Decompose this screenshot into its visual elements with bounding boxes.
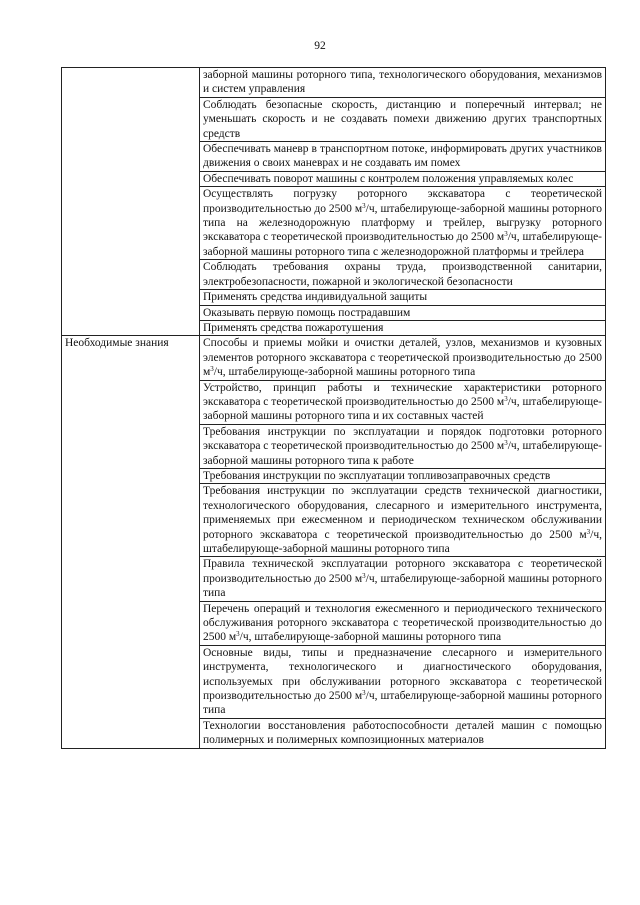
requirement-item: Применять средства индивидуальной защиты [200, 290, 606, 305]
requirement-item: Основные виды, типы и предназначение слесарного и измерительного инструмента, технологического и диагностического оборудования, используемых при обслуживании роторного экскаватора с теоретической производительностью до 2500 $м^3/ч$, штабелирующе-заборной машины роторного типа [200, 645, 606, 718]
requirement-item: Способы и приемы мойки и очистки деталей, узлов, механизмов и кузовных элементов роторного экскаватора с теоретической производительностью до 2500 $м^3/ч$, штабелирующе-заборной машины роторного типа [200, 336, 606, 380]
requirement-item: Обеспечивать маневр в транспортном потоке, информировать других участников движения о своих маневрах и не создавать им помех [200, 142, 606, 172]
page-number: 92 [314, 40, 326, 52]
requirement-item: Требования инструкции по эксплуатации и порядок подготовки роторного экскаватора с теоретической производительностью до 2500 $м^3/ч$, штабелирующе-заборной машины роторного типа к работе [200, 424, 606, 468]
table-row [62, 336, 606, 380]
requirement-item: Применять средства пожаротушения [200, 320, 606, 335]
requirement-item: Правила технической эксплуатации роторного экскаватора с теоретической производительностью до 2500 $м^3/ч$, штабелирующе-заборной машины роторного типа [200, 557, 606, 601]
requirement-item: Оказывать первую помощь пострадавшим [200, 305, 606, 320]
requirement-item: заборной машины роторного типа, технологического оборудования, механизмов и систем управления [200, 68, 606, 98]
requirement-item: Соблюдать требования охраны труда, производственной санитарии, электробезопасности, пожарной и экологической безопасности [200, 260, 606, 290]
requirement-item: Осуществлять погрузку роторного экскаватора с теоретической производительностью до 2500 $м^3/ч$, штабелирующе-заборной машины роторного типа на железнодорожную платформу и трейлер, выгрузку роторного экскаватора с теоретической производительностью до 2500 $м^3/ч$, штабелирующе-заборной машины роторного типа с железнодорожной платформы и трейлера [200, 187, 606, 260]
requirement-item: Соблюдать безопасные скорость, дистанцию и поперечный интервал; не уменьшать скорость и не создавать помехи движению других транспортных средств [200, 97, 606, 141]
requirement-item: Технологии восстановления работоспособности деталей машин с помощью полимерных и полимерных композиционных материалов [200, 718, 606, 748]
requirement-item: Устройство, принцип работы и технические характеристики роторного экскаватора с теоретической производительностью до 2500 $м^3/ч$, штабелирующе-заборной машины роторного типа и их составных частей [200, 380, 606, 424]
requirement-item: Требования инструкции по эксплуатации топливозаправочных средств [200, 468, 606, 483]
section-label-abilities [62, 68, 200, 336]
table-row [62, 68, 606, 98]
requirement-item: Перечень операций и технология ежесменного и периодического технического обслуживания роторного экскаватора с теоретической производительностью до 2500 $м^3/ч$, штабелирующе-заборной машины роторного типа [200, 601, 606, 645]
requirement-item: Обеспечивать поворот машины с контролем положения управляемых колес [200, 171, 606, 186]
section-label-knowledge: Необходимые знания [62, 336, 200, 748]
competency-table [61, 67, 606, 749]
requirement-item: Требования инструкции по эксплуатации средств технической диагностики, технологического оборудования, слесарного и измерительного инструмента, применяемых при ежесменном и периодическом техническом обслуживании роторного экскаватора с теоретической производительностью до 2500 $м^3/ч$, штабелирующе-заборной машины роторного типа [200, 484, 606, 557]
competency-table-body [62, 68, 606, 749]
